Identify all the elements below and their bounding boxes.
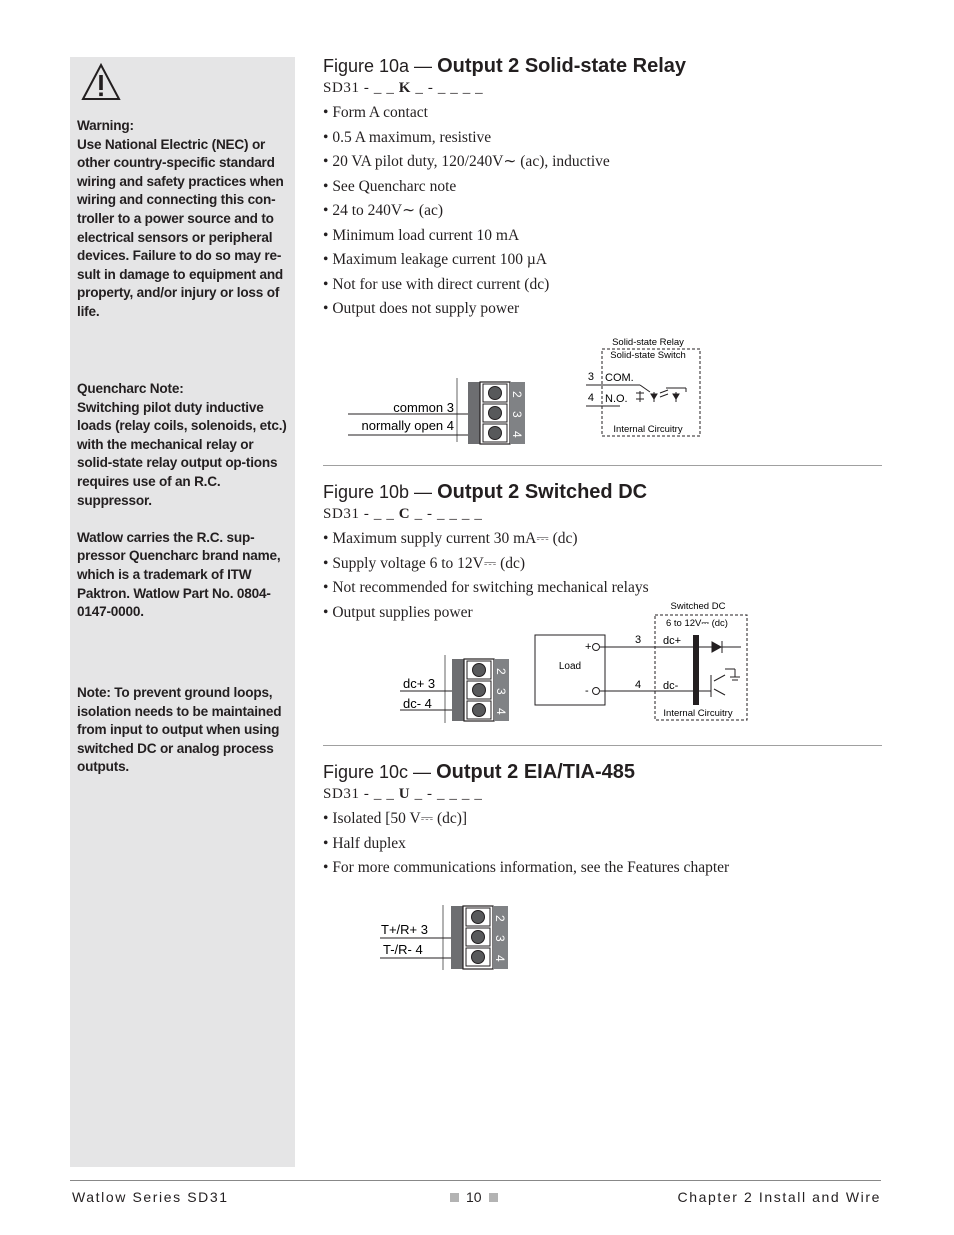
figure-10c-label: Figure 10c — [323, 762, 432, 782]
list-item: • 0.5 A maximum, resistive [323, 126, 883, 151]
switched-dc-circuit-symbol [699, 641, 741, 697]
warning-triangle-icon [81, 63, 121, 101]
code-suffix: _ - _ _ _ _ [414, 506, 483, 522]
warning-body: Use National Electric (NEC) or other country-specific standard wiring and safety practices when wiring and connecting this con-troller to a power source and to electrical sensors or peripheral devices. Failure to do so may re-sult in damage to equipment and property, and/or injury or loss of life. [77, 136, 284, 319]
list-item: • Form A contact [323, 101, 883, 126]
page-number: 10 [466, 1189, 482, 1205]
ssr-switch-symbol [636, 385, 686, 402]
quencharc-title: Quencharc Note: [77, 381, 184, 396]
voltage-label: 6 to 12V⎓ (dc) [666, 618, 728, 629]
internal-circuitry-label: Internal Circuitry [663, 708, 733, 719]
list-item: • Minimum load current 10 mA [323, 224, 883, 249]
ground-loop-note [77, 684, 292, 796]
square-icon [450, 1193, 459, 1202]
label-no: N.O. [605, 393, 628, 405]
pin-3: 3 [634, 634, 642, 646]
warning-title: Warning: [77, 118, 134, 133]
quencharc-note [77, 380, 292, 640]
code-suffix: _ - _ _ _ _ [415, 80, 484, 96]
ground-note-body: Note: To prevent ground loops, isolation needs to be maintained from input to output when using switched DC or analog process outputs. [77, 685, 282, 775]
figure-10b-heading [323, 481, 883, 503]
code-prefix: SD31 - _ _ [323, 80, 395, 96]
page-number-block [443, 1189, 505, 1205]
figure-10c-heading [323, 761, 883, 783]
figure-10a-wiring-diagram [340, 330, 720, 450]
watlow-note: Watlow carries the R.C. sup-pressor Quencharc brand name, which is a trademark of ITW Paktron. Watlow Part No. 0804-0147-0000. [77, 529, 281, 620]
pin-4: 4 [587, 392, 594, 404]
figure-10c-wiring-diagram [375, 900, 535, 975]
figure-10b-label: Figure 10b — [323, 482, 433, 502]
figure-10a-bullets [323, 101, 883, 322]
footer-left: Watlow Series SD31 [72, 1189, 229, 1205]
label-dcm: dc- [663, 680, 679, 692]
sidebar-notes [70, 57, 295, 1167]
terminal-number: 2 [494, 668, 508, 675]
terminal-number: 3 [493, 935, 507, 942]
figure-10b-wiring-diagram [395, 597, 755, 727]
label-dc-plus: dc+ 3 [403, 676, 436, 691]
list-item: • 20 VA pilot duty, 120/240V∼ (ac), inductive [323, 150, 883, 175]
terminal-number: 4 [510, 431, 524, 438]
label-tr-plus: T+/R+ 3 [381, 922, 428, 937]
figure-10c-model-code [323, 786, 883, 803]
load-plus: + [585, 641, 592, 653]
warning-note [77, 117, 292, 340]
figure-10b-title: Output 2 Switched DC [437, 481, 648, 503]
terminal-number: 2 [493, 915, 507, 922]
list-item: • Output does not supply power [323, 297, 883, 322]
list-item: • Maximum supply current 30 mA⎓ (dc) [323, 527, 883, 552]
label-normally-open: normally open 4 [361, 418, 454, 433]
list-item: • Maximum leakage current 100 µA [323, 248, 883, 273]
list-item: • Not for use with direct current (dc) [323, 273, 883, 298]
figure-10a-title: Output 2 Solid-state Relay [437, 55, 687, 77]
label-tr-minus: T-/R- 4 [383, 942, 423, 957]
label-com: COM. [605, 372, 634, 384]
code-letter: C [398, 506, 411, 522]
list-item: • Half duplex [323, 832, 883, 857]
code-letter: U [398, 786, 411, 802]
label-common: common 3 [393, 400, 454, 415]
load-label: Load [558, 661, 582, 672]
list-item: • For more communications information, see the Features chapter [323, 856, 883, 881]
square-icon [489, 1193, 498, 1202]
list-item: • See Quencharc note [323, 175, 883, 200]
code-prefix: SD31 - _ _ [323, 506, 395, 522]
terminal-number: 3 [494, 688, 508, 695]
quencharc-body: Switching pilot duty inductive loads (relay coils, solenoids, etc.) with the mechanical relay or solid-state relay output op-tions requires use of an R.C. suppressor. [77, 399, 287, 508]
figure-10c [323, 761, 883, 881]
figure-10a-model-code [323, 80, 883, 97]
figure-10b-model-code [323, 506, 883, 523]
terminal-number: 4 [494, 708, 508, 715]
list-item: • Supply voltage 6 to 12V⎓ (dc) [323, 552, 883, 577]
footer-rule [70, 1180, 881, 1181]
list-item: • Not recommended for switching mechanical relays [323, 576, 883, 601]
figure-10c-title: Output 2 EIA/TIA-485 [436, 761, 635, 783]
figure-10a-label: Figure 10a — [323, 56, 433, 76]
code-suffix: _ - _ _ _ _ [414, 786, 483, 802]
section-divider [323, 745, 882, 746]
figure-10a [323, 55, 883, 322]
ssr-box-subtitle: Solid-state Switch [610, 350, 686, 361]
footer-right: Chapter 2 Install and Wire [677, 1189, 881, 1205]
list-item: • Isolated [50 V⎓ (dc)] [323, 807, 883, 832]
pin-3: 3 [587, 371, 594, 383]
label-dc-minus: dc- 4 [403, 696, 432, 711]
list-item: • 24 to 240V∼ (ac) [323, 199, 883, 224]
load-minus: - [585, 685, 589, 697]
terminal-number: 2 [510, 391, 524, 398]
section-divider [323, 465, 882, 466]
list-item: • Output supplies power [323, 601, 883, 626]
ssr-box-title: Solid-state Relay [612, 337, 684, 348]
switched-dc-title: Switched DC [670, 601, 726, 612]
code-prefix: SD31 - _ _ [323, 786, 395, 802]
code-letter: K [398, 80, 412, 96]
figure-10c-bullets [323, 807, 883, 881]
pin-4: 4 [634, 679, 642, 691]
label-dcp: dc+ [663, 635, 682, 647]
terminal-number: 4 [493, 955, 507, 962]
figure-10a-heading [323, 55, 883, 77]
terminal-number: 3 [510, 411, 524, 418]
internal-circuitry-label: Internal Circuitry [613, 424, 683, 435]
